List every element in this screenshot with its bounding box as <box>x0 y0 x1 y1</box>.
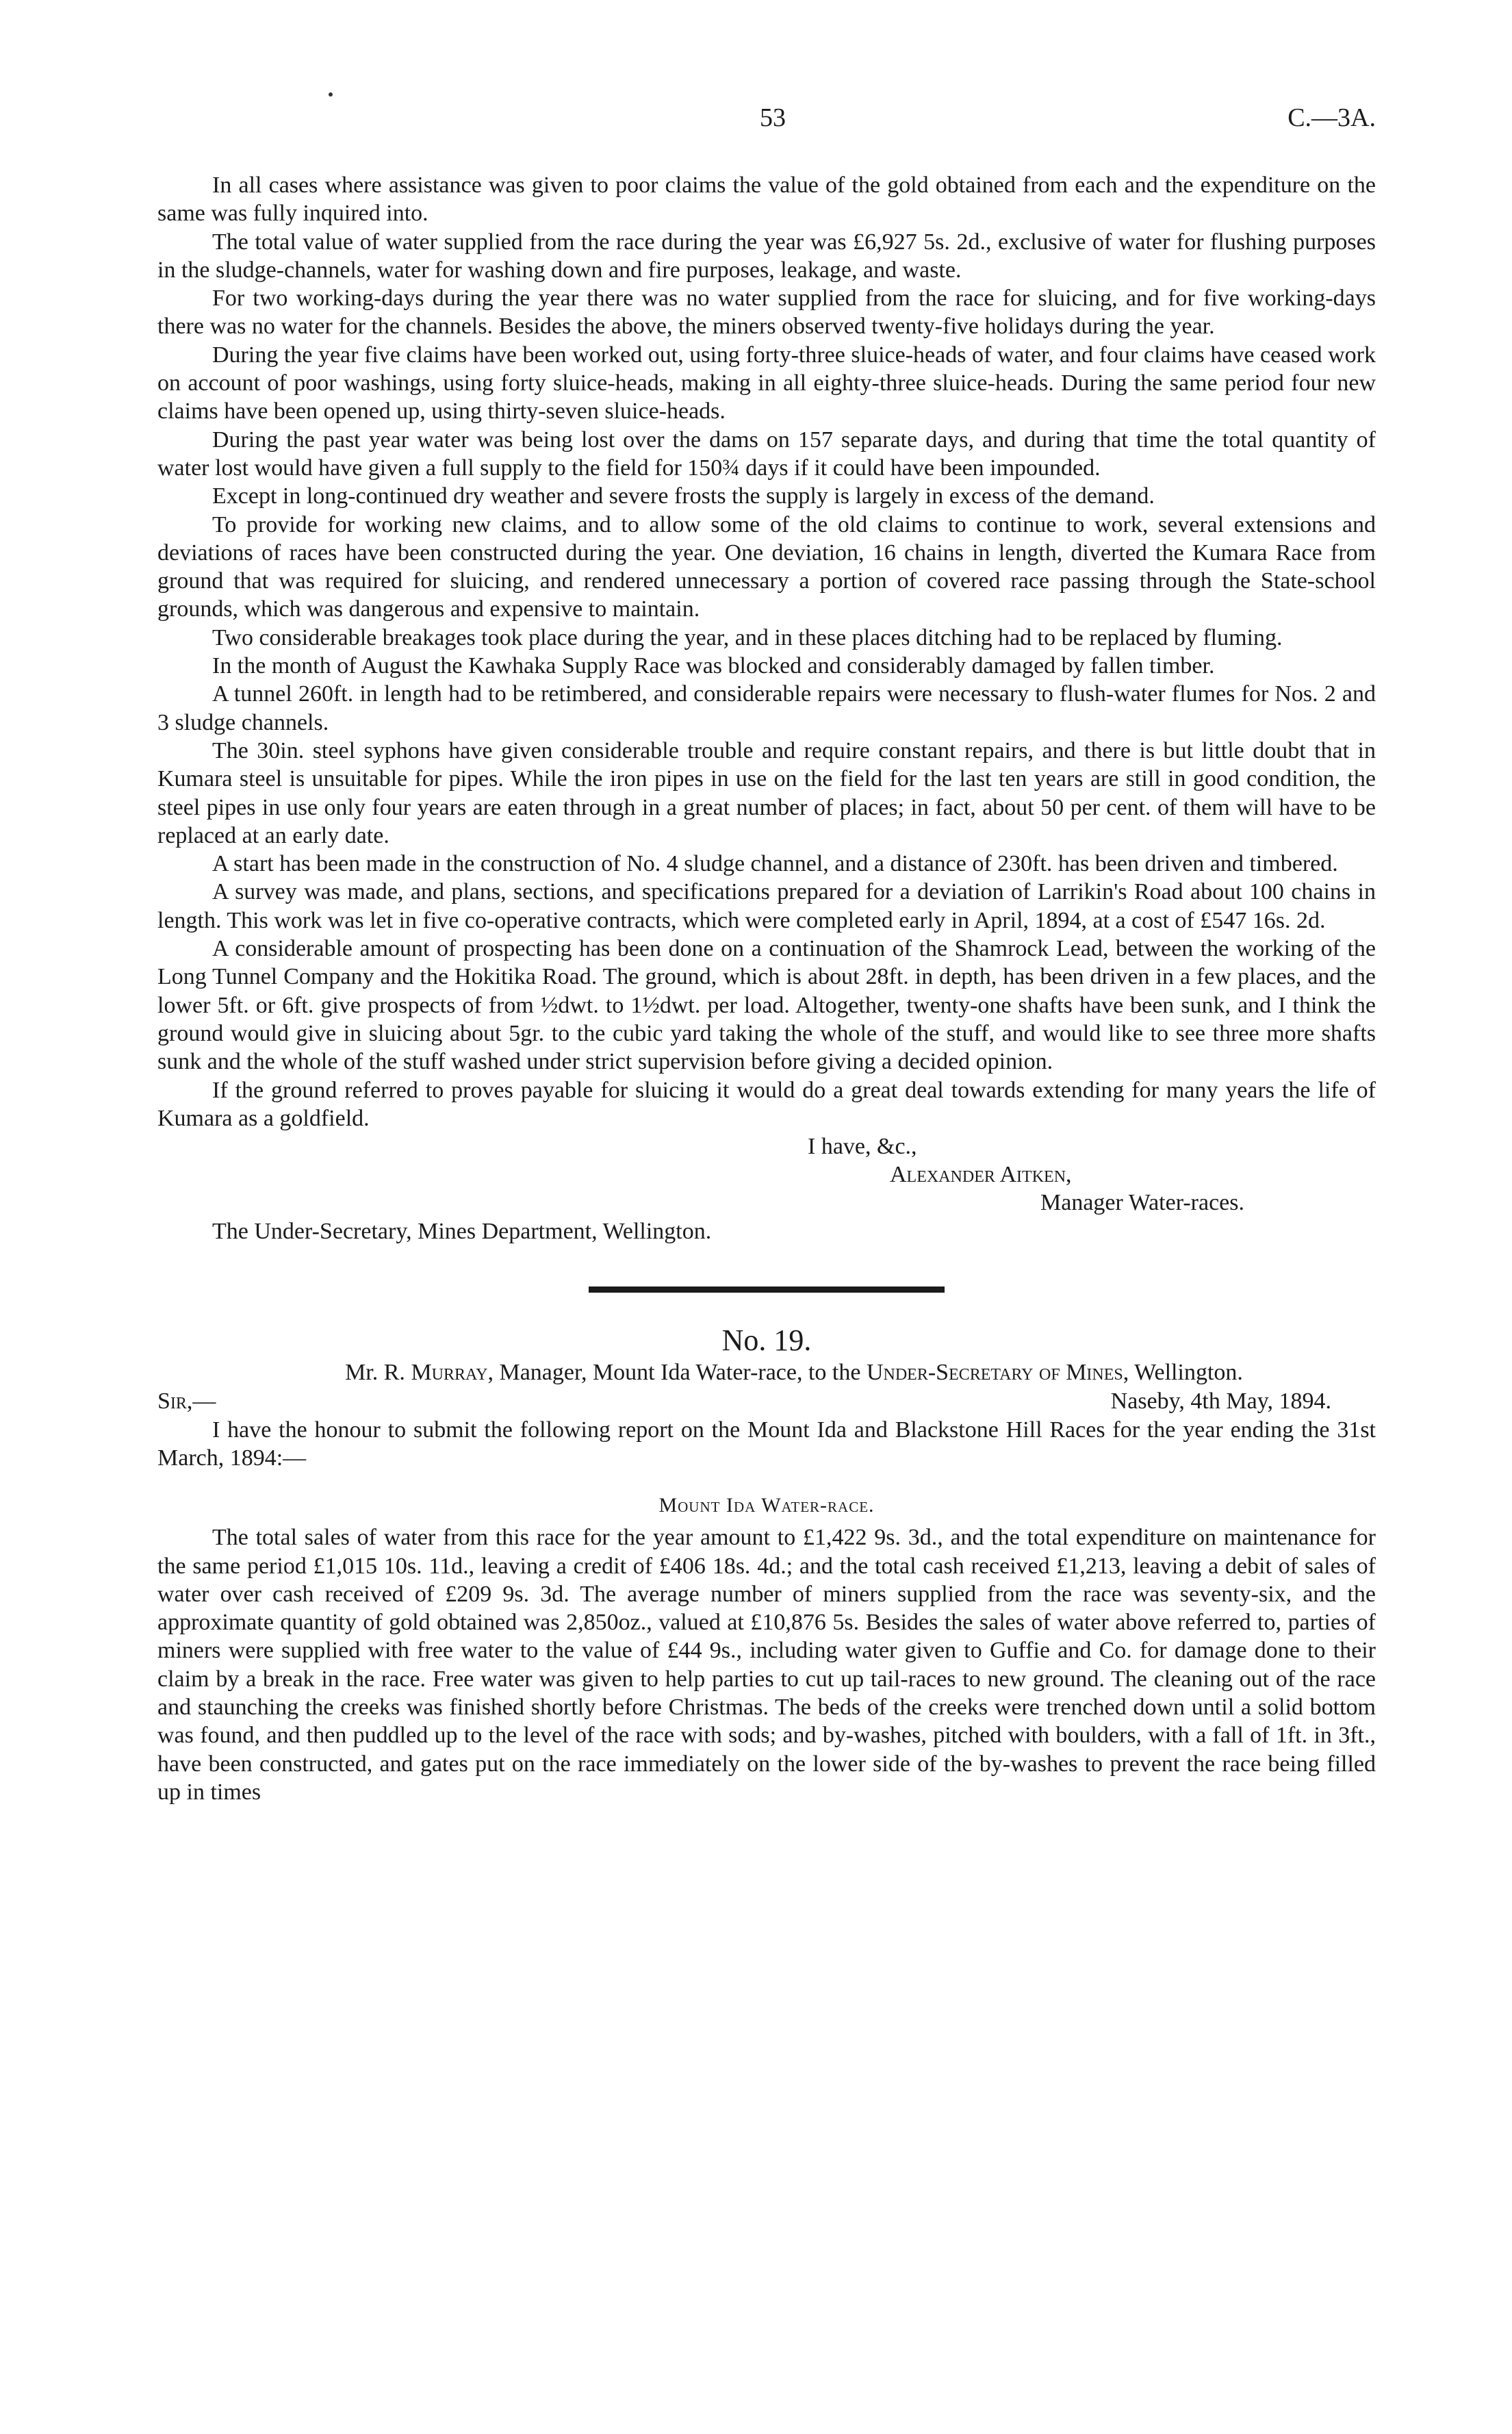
paragraph: To provide for working new claims, and to allow some of the old claims to continue to work, several extensions and deviations of races have been constructed during the year. One deviation, 16 chains in length, diverted the Kumara Race from ground that was required for sluicing, and rendered unnecessary a portion of covered race passing through the State-school grounds, which was dangerous and expensive to maintain. <box>157 511 1376 622</box>
section-number: No. 19. <box>721 1323 812 1358</box>
addressee: The Under-Secretary, Mines Department, Wellington. <box>212 1219 712 1245</box>
letter-middle: , Manager, Mount Ida Water-race, to the <box>487 1360 861 1386</box>
salutation-line <box>157 1387 1376 1416</box>
paragraph: The total sales of water from this race for the year amount to £1,422 9s. 3d., and the total expenditure on maintenance for the same period £1,015 10s. 11d., leaving a credit of £406 18s. 4d.; and the total cash received £1,213, leaving a debit of sales of water over cash received of £209 9s. 3d. The average number of miners supplied from the race was seventy-six, and the approximate quantity of gold obtained was 2,850oz., valued at £10,876 5s. Besides the sales of water above referred to, parties of miners were supplied with free water to the value of £44 9s., including water given to Guffie and Co. for damage done to their claim by a break in the race. Free water was given to help parties to cut up tail-races to new ground. The cleaning out of the race and staunching the creeks was finished shortly before Christmas. The beds of the creeks were trenched down until a solid bottom was found, and then puddled up to the level of the race with sods; and by-washes, pitched with boulders, with a fall of 1ft. in 3ft., have been constructed, and gates put on the race immediately on the lower side of the by-washes to prevent the race being filled up in times <box>157 1525 1376 1805</box>
paragraph: For two working-days during the year there was no water supplied from the race for sluicing, and for five working-days there was no water for the channels. Besides the above, the miners observed twenty-five holidays during the year. <box>157 286 1376 340</box>
paragraph: A start has been made in the construction of No. 4 sludge channel, and a distance of 230ft. has been driven and timbered. <box>212 851 1338 877</box>
letter-sender: Murray <box>411 1360 488 1386</box>
paragraph: During the year five claims have been worked out, using forty-three sluice-heads of water, and four claims have ceased work on account of poor washings, using forty sluice-heads, making in all eighty-three sluice-heads. During the same period four new claims have been opened up, using thirty-seven sluice-heads. <box>157 342 1376 424</box>
intro-paragraph: I have the honour to submit the following report on the Mount Ida and Blackstone Hill Races for the year ending the 31st March, 1894:— <box>157 1417 1376 1471</box>
section-divider <box>589 1286 945 1293</box>
paragraph: In the month of August the Kawhaka Supply Race was blocked and considerably damaged by fallen timber. <box>212 653 1215 679</box>
page-header <box>157 103 1376 144</box>
report-body <box>157 171 1376 1806</box>
paragraph: A considerable amount of prospecting has been done on a continuation of the Shamrock Lead, between the working of the Long Tunnel Company and the Hokitika Road. The ground, which is about 28ft. in depth, has been driven in a few places, and the lower 5ft. or 6ft. give prospects of from ½dwt. to 1½dwt. per load. Altogether, twenty-one shafts have been sunk, and I think the ground would give in sluicing about 5gr. to the cubic yard taking the whole of the stuff, and would like to see three more shafts sunk and the whole of the stuff washed under strict supervision before giving a decided opinion. <box>157 936 1376 1075</box>
closing-phrase: I have, &c., <box>808 1134 917 1160</box>
signatory-name: Alexander Aitken, <box>890 1162 1072 1188</box>
letter-prefix: Mr. R. <box>345 1360 405 1386</box>
paragraph: A survey was made, and plans, sections, and specifications prepared for a deviation of Larrikin's Road about 100 chains in length. This work was let in five co-operative contracts, which were completed early in April, 1894, at a cost of £547 16s. 2d. <box>157 879 1376 933</box>
place-date: Naseby, 4th May, 1894. <box>1110 1388 1331 1414</box>
paragraph: The 30in. steel syphons have given considerable trouble and require constant repairs, and there is but little doubt that in Kumara steel is unsuitable for pipes. While the iron pipes in use on the field for the last ten years are still in good condition, the steel pipes in use only four years are eaten through in a great number of places; in fact, about 50 per cent. of them will have to be replaced at an early date. <box>157 737 1376 848</box>
signatory-title: Manager Water-races. <box>1040 1190 1244 1216</box>
letter-suffix: , Wellington. <box>1123 1360 1243 1386</box>
stray-mark <box>329 92 333 97</box>
document-reference: C.—3A. <box>1287 103 1376 132</box>
signature-block <box>157 1132 1376 1217</box>
paragraph: If the ground referred to proves payable for sluicing it would do a great deal towards extending for many years the life of Kumara as a goldfield. <box>157 1077 1376 1131</box>
page-number: 53 <box>760 103 786 132</box>
salutation: Sir,— <box>157 1388 216 1414</box>
paragraph: During the past year water was being lost over the dams on 157 separate days, and during that time the total quantity of water lost would have given a full supply to the field for 150¾ days if it could have been impounded. <box>157 427 1376 481</box>
paragraph: Except in long-continued dry weather and severe frosts the supply is largely in excess of the demand. <box>212 483 1155 509</box>
paragraph: Two considerable breakages took place during the year, and in these places ditching had to be replaced by fluming. <box>212 624 1283 650</box>
letter-heading <box>157 1358 1376 1386</box>
paragraph: In all cases where assistance was given to poor claims the value of the gold obtained from each and the expenditure on the same was fully inquired into. <box>157 173 1376 227</box>
paragraph: The total value of water supplied from the race during the year was £6,927 5s. 2d., exclusive of water for flushing purposes in the sludge-channels, water for washing down and fire purposes, leakage, and waste. <box>157 229 1376 283</box>
paragraph: A tunnel 260ft. in length had to be retimbered, and considerable repairs were necessary to flush-water flumes for Nos. 2 and 3 sludge channels. <box>157 681 1376 735</box>
subheading: Mount Ida Water-race. <box>658 1494 875 1517</box>
letter-recipient: Under-Secretary of Mines <box>866 1360 1123 1386</box>
